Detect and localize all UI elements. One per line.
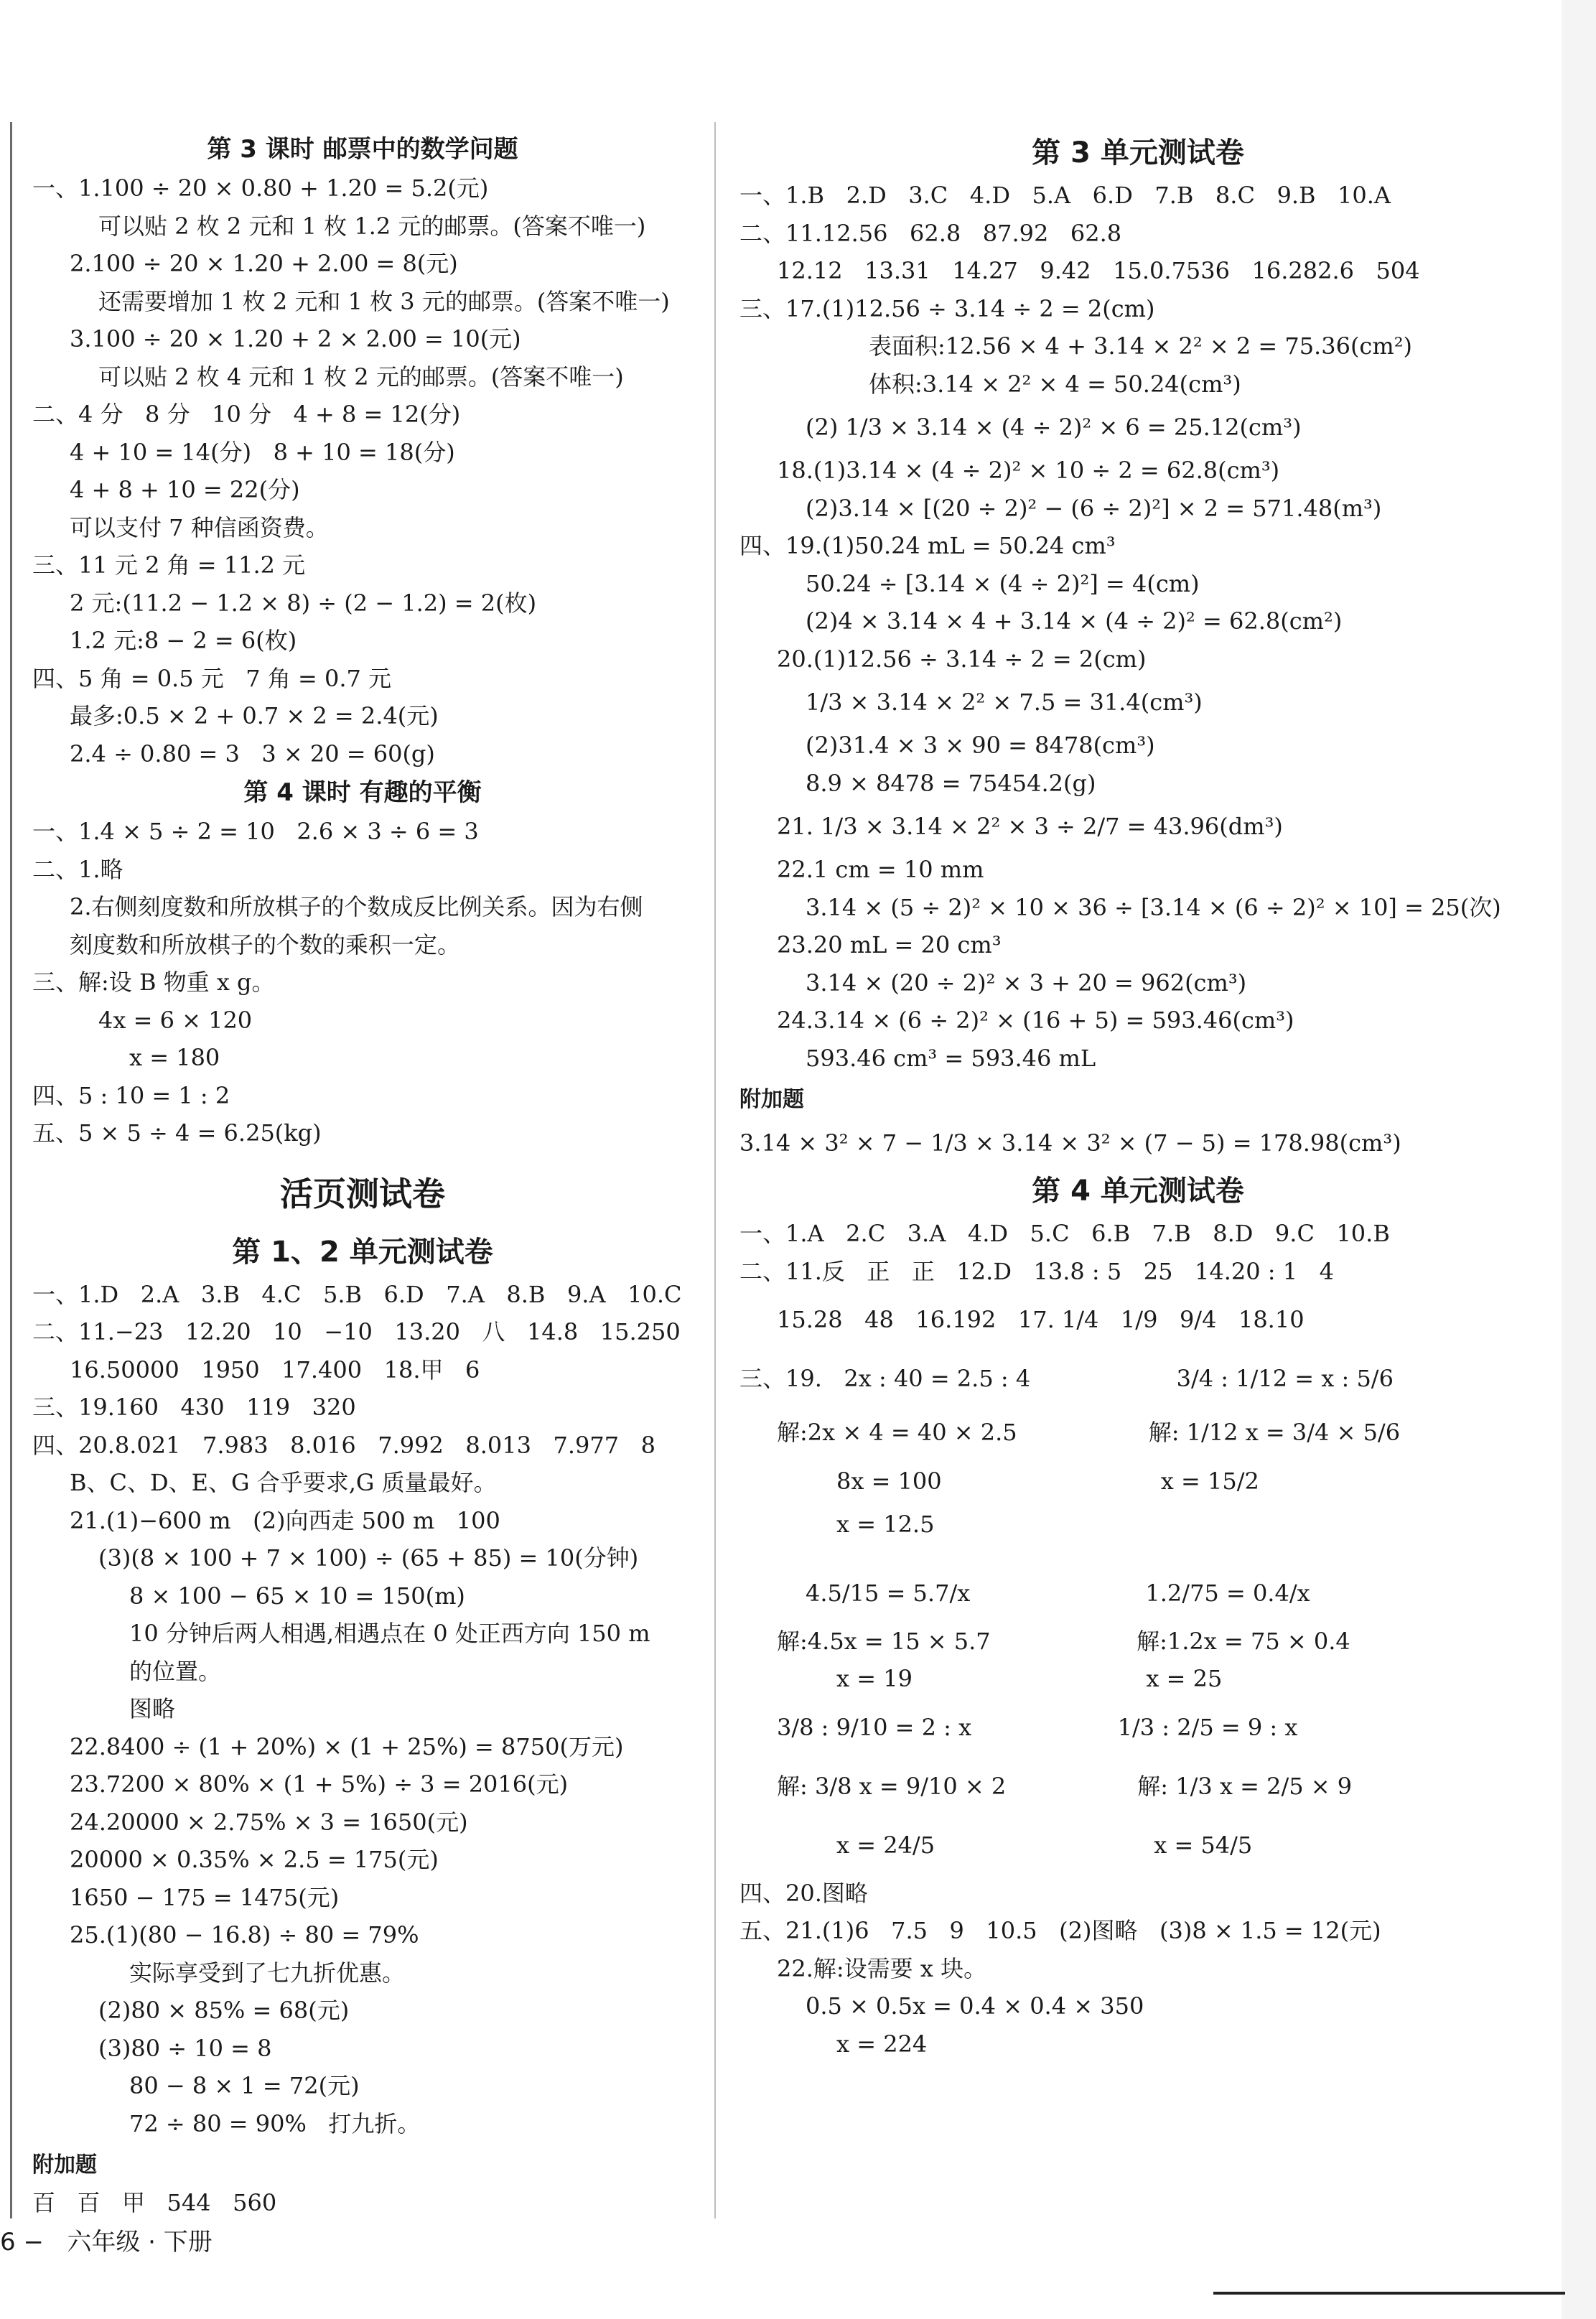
answer-line: 50.24 ÷ [3.14 × (4 ÷ 2)²] = 4(cm) <box>806 569 1200 597</box>
answer-line: 四、5 : 10 = 1 : 2 <box>32 1081 230 1109</box>
answer-line: 3/8 : 9/10 = 2 : x 1/3 : 2/5 = 9 : x <box>777 1713 1298 1741</box>
answer-line: 0.5 × 0.5x = 0.4 × 0.4 × 350 <box>806 1992 1144 2020</box>
answer-line: 二、11.−23 12.20 10 −10 13.20 八 14.8 15.250 <box>32 1318 681 1345</box>
answer-line: 解:2x × 4 = 40 × 2.5 解: 1/12 x = 3/4 × 5/6 <box>777 1419 1401 1446</box>
answer-line: 15.28 48 16.192 17. 1/4 1/9 9/4 18.10 <box>777 1306 1305 1333</box>
right-column <box>739 129 1536 2063</box>
answer-line: 1650 − 175 = 1475(元) <box>70 1883 340 1911</box>
answer-line: 8 × 100 − 65 × 10 = 150(m) <box>129 1582 465 1610</box>
unit12-title: 第 1、2 单元测试卷 <box>232 1235 493 1269</box>
answer-line: 72 ÷ 80 = 90% 打九折。 <box>129 2109 421 2137</box>
left-column <box>32 129 693 2222</box>
answer-line: 解:4.5x = 15 × 5.7 解:1.2x = 75 × 0.4 <box>777 1627 1350 1655</box>
answer-line: 2.右侧刻度数和所放棋子的个数成反比例关系。因为右侧 <box>70 893 643 920</box>
answer-line: (2)3.14 × [(20 ÷ 2)² − (6 ÷ 2)²] × 2 = 571.48(m³) <box>806 494 1382 522</box>
answer-line: 二、11.反 正 正 12.D 13.8 : 5 25 14.20 : 1 4 <box>739 1257 1334 1285</box>
answer-line: 21.(1)−600 m (2)向西走 500 m 100 <box>70 1506 500 1534</box>
answer-line: 可以贴 2 枚 4 元和 1 枚 2 元的邮票。(答案不唯一) <box>98 363 624 391</box>
bonus-question-label: 附加题 <box>739 1087 804 1112</box>
answer-line: 四、5 角 = 0.5 元 7 角 = 0.7 元 <box>32 664 392 692</box>
answer-line: 一、1.B 2.D 3.C 4.D 5.A 6.D 7.B 8.C 9.B 10.A <box>739 182 1391 209</box>
left-margin-rule <box>10 122 12 2218</box>
answer-line: 可以支付 7 种信函资费。 <box>70 513 329 541</box>
answer-line: 一、1.100 ÷ 20 × 0.80 + 1.20 = 5.2(元) <box>32 174 489 202</box>
worksheet-section-title: 活页测试卷 <box>280 1174 445 1213</box>
answer-line: 2 元:(11.2 − 1.2 × 8) ÷ (2 − 1.2) = 2(枚) <box>70 589 537 617</box>
scan-edge <box>1562 0 1596 2319</box>
answer-line: 一、1.A 2.C 3.A 4.D 5.C 6.B 7.B 8.D 9.C 10.B <box>739 1220 1390 1247</box>
answer-line: 16.50000 1950 17.400 18.甲 6 <box>70 1356 480 1384</box>
answer-line: 表面积:12.56 × 4 + 3.14 × 2² × 2 = 75.36(cm²) <box>869 332 1413 360</box>
answer-line: 四、20.图略 <box>739 1879 868 1907</box>
answer-line: 2.100 ÷ 20 × 1.20 + 2.00 = 8(元) <box>70 250 458 277</box>
answer-line: 最多:0.5 × 2 + 0.7 × 2 = 2.4(元) <box>70 702 439 729</box>
answer-line: (2)4 × 3.14 × 4 + 3.14 × (4 ÷ 2)² = 62.8(cm²) <box>806 607 1343 635</box>
answer-line: 刻度数和所放棋子的个数的乘积一定。 <box>70 930 461 958</box>
page-number: 6 − <box>0 2228 44 2257</box>
answer-line: 22.1 cm = 10 mm <box>777 856 984 883</box>
answer-line: 10 分钟后两人相遇,相遇点在 0 处正西方向 150 m <box>129 1620 650 1647</box>
answer-line: x = 180 <box>129 1044 220 1071</box>
answer-line: 二、11.12.56 62.8 87.92 62.8 <box>739 219 1122 247</box>
answer-line: 22.解:设需要 x 块。 <box>777 1954 987 1982</box>
answer-line: 24.3.14 × (6 ÷ 2)² × (16 + 5) = 593.46(cm³) <box>777 1007 1294 1034</box>
answer-line: x = 19 x = 25 <box>836 1665 1223 1692</box>
answer-line: 21. 1/3 × 3.14 × 2² × 3 ÷ 2/7 = 43.96(dm³) <box>777 813 1283 840</box>
answer-line: 8x = 100 x = 15/2 <box>836 1468 1259 1495</box>
answer-line: 体积:3.14 × 2² × 4 = 50.24(cm³) <box>869 370 1241 398</box>
column-divider <box>714 122 716 2218</box>
answer-line: 23.20 mL = 20 cm³ <box>777 931 1002 958</box>
answer-line: 三、19. 2x : 40 = 2.5 : 4 3/4 : 1/12 = x : 5/6 <box>739 1365 1394 1392</box>
answer-line: 的位置。 <box>129 1657 222 1685</box>
answer-line: 80 − 8 × 1 = 72(元) <box>129 2072 360 2099</box>
answer-line: x = 24/5 x = 54/5 <box>836 1831 1253 1859</box>
answer-line: 22.8400 ÷ (1 + 20%) × (1 + 25%) = 8750(万元) <box>70 1732 624 1760</box>
page-footer <box>0 2222 213 2262</box>
answer-line: (2)31.4 × 3 × 90 = 8478(cm³) <box>806 732 1155 759</box>
answer-line: 二、1.略 <box>32 855 123 883</box>
answer-line: 图略 <box>129 1695 176 1722</box>
answer-line: 8.9 × 8478 = 75454.2(g) <box>806 769 1096 797</box>
answer-line: (2)80 × 85% = 68(元) <box>98 1997 350 2024</box>
answer-line: 二、4 分 8 分 10 分 4 + 8 = 12(分) <box>32 401 461 428</box>
lesson3-title: 第 3 课时 邮票中的数学问题 <box>207 135 518 164</box>
answer-line: 20.(1)12.56 ÷ 3.14 ÷ 2 = 2(cm) <box>777 645 1147 673</box>
answer-line: (2) 1/3 × 3.14 × (4 ÷ 2)² × 6 = 25.12(cm³) <box>806 414 1302 441</box>
answer-line: 一、1.D 2.A 3.B 4.C 5.B 6.D 7.A 8.B 9.A 10.C <box>32 1280 682 1308</box>
answer-line: 3.14 × (20 ÷ 2)² × 3 + 20 = 962(cm³) <box>806 969 1247 997</box>
answer-line: 4 + 8 + 10 = 22(分) <box>70 476 300 503</box>
answer-line: 4.5/15 = 5.7/x 1.2/75 = 0.4/x <box>806 1579 1310 1607</box>
answer-line: 三、解:设 B 物重 x g。 <box>32 969 275 996</box>
answer-line: (3)(8 × 100 + 7 × 100) ÷ (65 + 85) = 10(分钟) <box>98 1544 639 1572</box>
answer-line: 20000 × 0.35% × 2.5 = 175(元) <box>70 1846 439 1873</box>
answer-line: 四、19.(1)50.24 mL = 50.24 cm³ <box>739 532 1116 559</box>
answer-line: 一、1.4 × 5 ÷ 2 = 10 2.6 × 3 ÷ 6 = 3 <box>32 818 479 845</box>
answer-line: 593.46 cm³ = 593.46 mL <box>806 1044 1096 1072</box>
answer-line: 24.20000 × 2.75% × 3 = 1650(元) <box>70 1808 468 1836</box>
answer-line: 2.4 ÷ 0.80 = 3 3 × 20 = 60(g) <box>70 739 435 767</box>
answer-line: 可以贴 2 枚 2 元和 1 枚 1.2 元的邮票。(答案不唯一) <box>98 212 646 240</box>
answer-line: 18.(1)3.14 × (4 ÷ 2)² × 10 ÷ 2 = 62.8(cm³) <box>777 457 1280 484</box>
answer-line: 1/3 × 3.14 × 2² × 7.5 = 31.4(cm³) <box>806 689 1203 716</box>
answer-line: 解: 3/8 x = 9/10 × 2 解: 1/3 x = 2/5 × 9 <box>777 1772 1353 1800</box>
answer-line: 3.100 ÷ 20 × 1.20 + 2 × 2.00 = 10(元) <box>70 325 521 353</box>
answer-line: 4 + 10 = 14(分) 8 + 10 = 18(分) <box>70 438 455 466</box>
answer-line: 三、11 元 2 角 = 11.2 元 <box>32 551 306 579</box>
answer-line: (3)80 ÷ 10 = 8 <box>98 2034 272 2062</box>
grade-label: 六年级 · 下册 <box>67 2228 213 2257</box>
answer-line: 23.7200 × 80% × (1 + 5%) ÷ 3 = 2016(元) <box>70 1770 569 1798</box>
answer-line: B、C、D、E、G 合乎要求,G 质量最好。 <box>70 1469 497 1496</box>
answer-line: 四、20.8.021 7.983 8.016 7.992 8.013 7.977 8 <box>32 1431 656 1459</box>
answer-line: 3.14 × 3² × 7 − 1/3 × 3.14 × 3² × (7 − 5) = 178.98(cm³) <box>739 1129 1401 1157</box>
answer-line: 百 百 甲 544 560 <box>32 2189 277 2216</box>
answer-line: x = 12.5 <box>836 1511 935 1538</box>
footer-rule <box>1213 2292 1565 2295</box>
unit4-title: 第 4 单元测试卷 <box>1032 1175 1244 1208</box>
answer-line: 五、21.(1)6 7.5 9 10.5 (2)图略 (3)8 × 1.5 = 12(元) <box>739 1917 1381 1944</box>
answer-line: 12.12 13.31 14.27 9.42 15.0.7536 16.282.6 504 <box>777 257 1420 284</box>
answer-line: 25.(1)(80 − 16.8) ÷ 80 = 79% <box>70 1921 419 1949</box>
lesson4-title: 第 4 课时 有趣的平衡 <box>243 778 482 807</box>
answer-line: 3.14 × (5 ÷ 2)² × 10 × 36 ÷ [3.14 × (6 ÷ 2)² × 10] = 25(次) <box>806 893 1501 921</box>
answer-line: x = 224 <box>836 2030 928 2058</box>
answer-line: 4x = 6 × 120 <box>98 1006 253 1034</box>
answer-line: 五、5 × 5 ÷ 4 = 6.25(kg) <box>32 1119 322 1147</box>
answer-line: 还需要增加 1 枚 2 元和 1 枚 3 元的邮票。(答案不唯一) <box>98 287 670 315</box>
bonus-question-label: 附加题 <box>32 2152 97 2178</box>
answer-line: 三、17.(1)12.56 ÷ 3.14 ÷ 2 = 2(cm) <box>739 294 1155 322</box>
answer-line: 三、19.160 430 119 320 <box>32 1394 356 1421</box>
unit3-title: 第 3 单元测试卷 <box>1032 136 1244 169</box>
answer-line: 1.2 元:8 − 2 = 6(枚) <box>70 627 297 654</box>
answer-line: 实际享受到了七九折优惠。 <box>129 1959 406 1987</box>
